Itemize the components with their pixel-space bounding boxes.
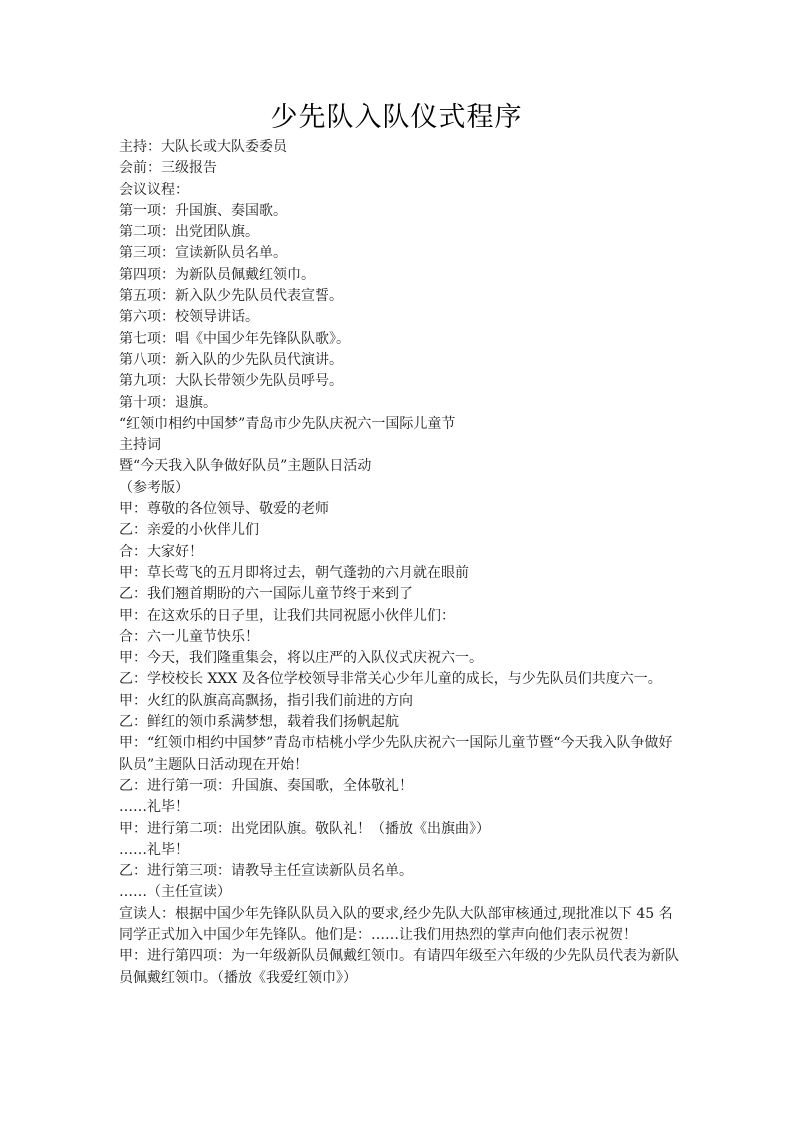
text-line: ……礼毕！ xyxy=(119,841,189,858)
text-line: 宣读人：根据中国少年先锋队队员入队的要求,经少先队大队部审核通过,现批准以下 45 名同学正式加入中国少年先锋队。他们是：……让我们用热烈的掌声向他们表示祝贺！ xyxy=(119,905,673,943)
text-line: 主持词 xyxy=(119,437,161,454)
text-line: “红领巾相约中国梦”青岛市少先队庆祝六一国际儿童节 xyxy=(119,415,456,432)
text-line: 第十项：退旗。 xyxy=(119,394,217,411)
text-line: 第五项：新入队少先队员代表宣誓。 xyxy=(119,288,343,305)
text-line: 甲：进行第二项：出党团队旗。敬队礼！（播放《出旗曲》） xyxy=(119,820,490,837)
text-line: 甲：进行第四项：为一年级新队员佩戴红领巾。有请四年级至六年级的少先队员代表为新队员佩戴红领巾。（播放《我爱红领巾》） xyxy=(119,948,679,986)
text-line: ……礼毕！ xyxy=(119,799,189,816)
text-line: 乙：鲜红的领巾系满梦想，载着我们扬帆起航 xyxy=(119,714,399,731)
text-line: 乙：进行第一项：升国旗、奏国歌，全体敬礼！ xyxy=(119,777,413,794)
text-line: 合：六一儿童节快乐！ xyxy=(119,628,259,645)
text-line: 乙：进行第三项：请教导主任宣读新队员名单。 xyxy=(119,863,413,880)
text-line: 第四项：为新队员佩戴红领巾。 xyxy=(119,266,315,283)
text-line: 甲：在这欢乐的日子里，让我们共同祝愿小伙伴儿们： xyxy=(119,607,455,624)
text-line: 第七项：唱《中国少年先锋队队歌》。 xyxy=(119,330,350,347)
text-line: 甲：今天，我们隆重集会，将以庄严的入队仪式庆祝六一。 xyxy=(119,650,483,667)
text-line: 会议议程： xyxy=(119,181,189,198)
text-line: 乙：我们翘首期盼的六一国际儿童节终于来到了 xyxy=(119,586,413,603)
text-line: 主持：大队长或大队委委员 xyxy=(119,139,287,155)
text-line: 第八项：新入队的少先队员代演讲。 xyxy=(119,351,343,368)
text-line: 第二项：出党团队旗。 xyxy=(119,224,259,241)
text-line: ……（主任宣读） xyxy=(119,884,231,901)
text-line: 甲：尊敬的各位领导、敬爱的老师 xyxy=(119,501,329,518)
document-title: 少先队入队仪式程序 xyxy=(270,102,523,133)
text-line: 合：大家好！ xyxy=(119,543,203,560)
text-line: 甲：草长莺飞的五月即将过去，朝气蓬勃的六月就在眼前 xyxy=(119,564,469,581)
text-line: 第六项：校领导讲话。 xyxy=(119,309,259,326)
text-line: 甲：“红领巾相约中国梦”青岛市桔桃小学少先队庆祝六一国际儿童节暨“今天我入队争做好队员”主题队日活动现在开始！ xyxy=(119,735,673,773)
text-line: 第三项：宣读新队员名单。 xyxy=(119,245,287,262)
text-line: 第九项：大队长带领少先队员呼号。 xyxy=(119,373,343,390)
text-line: 会前：三级报告 xyxy=(119,160,217,177)
text-line: 乙：亲爱的小伙伴儿们 xyxy=(119,522,259,539)
text-line: 甲：火红的队旗高高飘扬，指引我们前进的方向 xyxy=(119,692,413,709)
document-body xyxy=(119,137,679,989)
text-line: 暨“今天我入队争做好队员”主题队日活动 xyxy=(119,458,372,475)
text-line: 第一项：升国旗、奏国歌。 xyxy=(119,202,287,219)
text-line: （参考版） xyxy=(119,479,189,496)
text-line: 乙：学校校长 XXX 及各位学校领导非常关心少年儿童的成长，与少先队员们共度六一。 xyxy=(119,671,662,688)
